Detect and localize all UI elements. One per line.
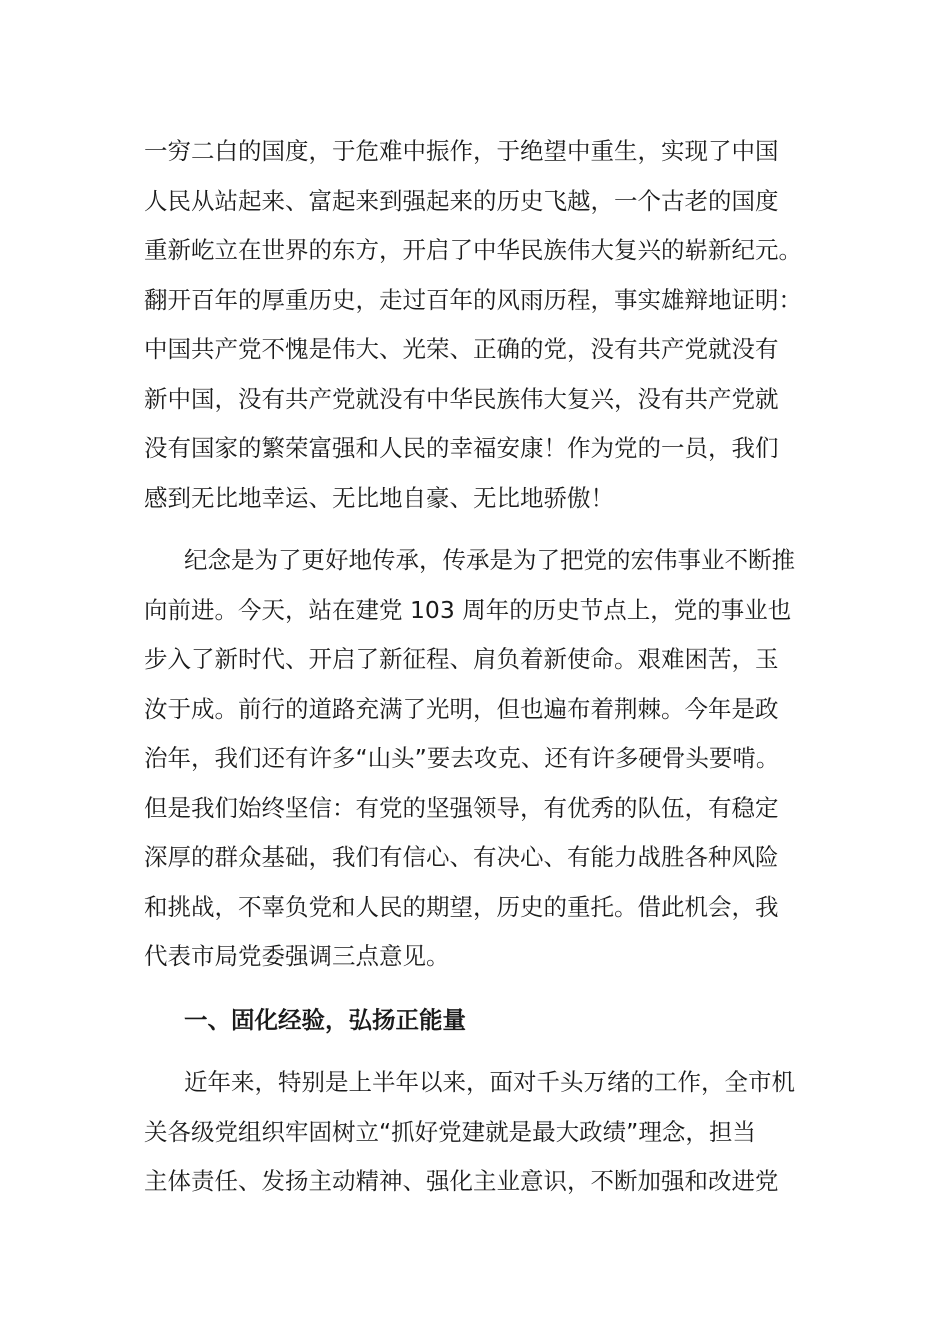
paragraph-line: 治年，我们还有许多“山头”要去攻克、还有许多硬骨头要啃。 — [144, 744, 780, 772]
paragraph-1 — [144, 127, 824, 523]
paragraph-line: 重新屹立在世界的东方，开启了中华民族伟大复兴的崭新纪元。 — [144, 236, 802, 264]
paragraph-line: 向前进。今天，站在建党 103 周年的历史节点上，党的事业也 — [144, 595, 792, 624]
paragraph-line: 深厚的群众基础，我们有信心、有决心、有能力战胜各种风险 — [144, 843, 779, 871]
paragraph-line: 人民从站起来、富起来到强起来的历史飞越，一个古老的国度 — [144, 186, 779, 215]
paragraph-line: 纪念是为了更好地传承，传承是为了把党的宏伟事业不断推 — [184, 546, 795, 574]
paragraph-line: 近年来，特别是上半年以来，面对千头万绪的工作，全市机 — [184, 1068, 795, 1096]
paragraph-line: 新中国，没有共产党就没有中华民族伟大复兴，没有共产党就 — [144, 384, 779, 413]
section-heading: 一、固化经验，弘扬正能量 — [184, 1006, 466, 1034]
paragraph-line: 没有国家的繁荣富强和人民的幸福安康！作为党的一员，我们 — [144, 434, 779, 462]
paragraph-line: 感到无比地幸运、无比地自豪、无比地骄傲！ — [144, 483, 614, 512]
paragraph-line: 代表市局党委强调三点意见。 — [144, 942, 450, 970]
paragraph-line: 和挑战，不辜负党和人民的期望，历史的重托。借此机会，我 — [144, 892, 779, 921]
paragraph-3 — [144, 1058, 824, 1207]
paragraph-line: 主体责任、发扬主动精神、强化主业意识，不断加强和改进党 — [144, 1167, 779, 1195]
paragraph-line: 翻开百年的厚重历史，走过百年的风雨历程，事实雄辩地证明： — [144, 285, 802, 314]
paragraph-line: 步入了新时代、开启了新征程、肩负着新使命。艰难困苦，玉 — [144, 645, 779, 673]
paragraph-line: 中国共产党不愧是伟大、光荣、正确的党，没有共产党就没有 — [144, 335, 779, 363]
paragraph-2 — [144, 536, 824, 982]
section-heading-block — [144, 996, 824, 1046]
paragraph-line: 但是我们始终坚信：有党的坚强领导，有优秀的队伍，有稳定 — [144, 793, 779, 822]
paragraph-line: 关各级党组织牢固树立“抓好党建就是最大政绩”理念，担当 — [144, 1117, 756, 1146]
paragraph-line: 汝于成。前行的道路充满了光明，但也遍布着荆棘。今年是政 — [144, 694, 779, 723]
paragraph-line: 一穷二白的国度，于危难中振作，于绝望中重生，实现了中国 — [144, 137, 779, 165]
